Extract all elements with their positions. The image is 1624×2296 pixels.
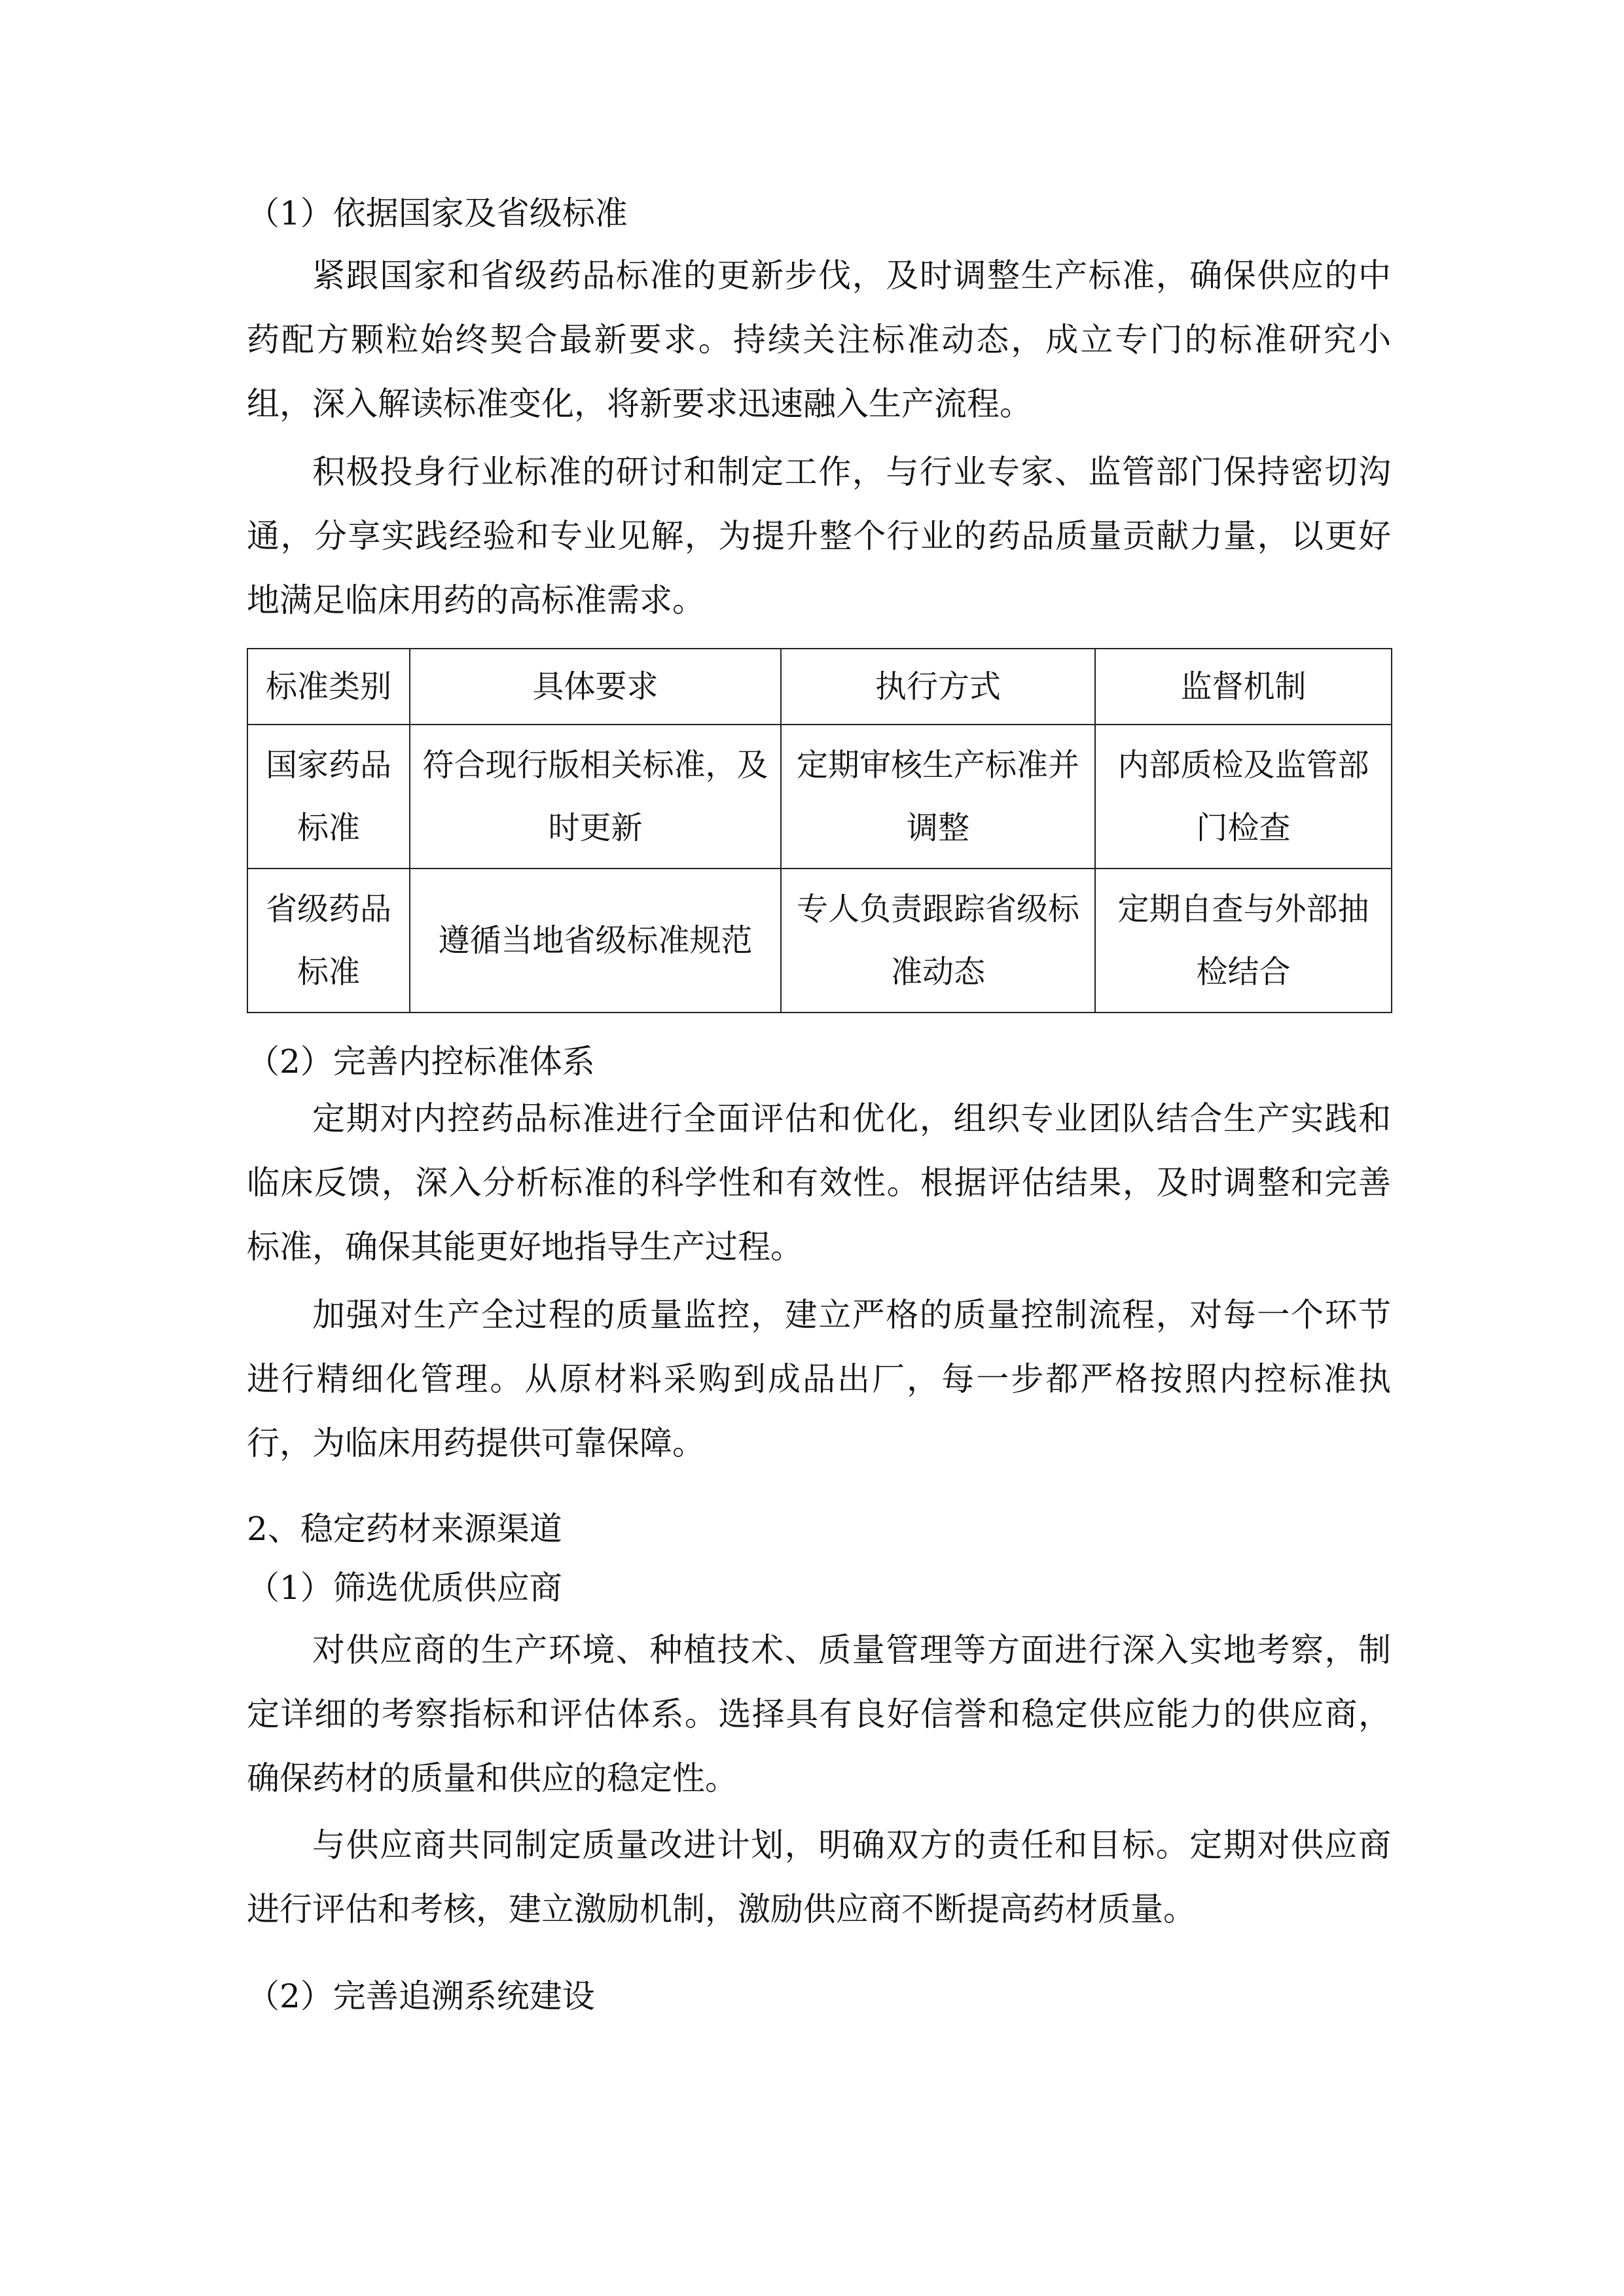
table-cell: 内部质检及监管部门检查 <box>1095 725 1392 869</box>
section-heading: （1）依据国家及省级标准 <box>247 194 628 232</box>
table-cell: 省级药品标准 <box>247 869 410 1013</box>
section-heading: （1）筛选优质供应商 <box>247 1569 562 1607</box>
paragraph: 对供应商的生产环境、种植技术、质量管理等方面进行深入实地考察，制定详细的考察指标和评估体系。选择具有良好信誉和稳定供应能力的供应商，确保药材的质量和供应的稳定性。 <box>247 1631 1391 1797</box>
table-header-cell: 监督机制 <box>1095 649 1392 725</box>
paragraph: 与供应商共同制定质量改进计划，明确双方的责任和目标。定期对供应商进行评估和考核，建立激励机制，激励供应商不断提高药材质量。 <box>247 1826 1391 1928</box>
section-heading: （2）完善内控标准体系 <box>247 1043 595 1081</box>
table-cell: 遵循当地省级标准规范 <box>410 869 781 1013</box>
table-cell: 定期审核生产标准并调整 <box>781 725 1095 869</box>
standards-table <box>247 648 1392 1013</box>
table-header-cell: 执行方式 <box>781 649 1095 725</box>
table-cell: 定期自查与外部抽检结合 <box>1095 869 1392 1013</box>
paragraph: 紧跟国家和省级药品标准的更新步伐，及时调整生产标准，确保供应的中药配方颗粒始终契合最新要求。持续关注标准动态，成立专门的标准研究小组，深入解读标准变化，将新要求迅速融入生产流程。 <box>247 257 1391 423</box>
chapter-heading: 2、稳定药材来源渠道 <box>247 1510 562 1548</box>
section-heading: （2）完善追溯系统建设 <box>247 1977 595 2015</box>
table-cell: 符合现行版相关标准，及时更新 <box>410 725 781 869</box>
table-cell: 国家药品标准 <box>247 725 410 869</box>
paragraph: 加强对生产全过程的质量监控，建立严格的质量控制流程，对每一个环节进行精细化管理。从原材料采购到成品出厂，每一步都严格按照内控标准执行，为临床用药提供可靠保障。 <box>247 1296 1391 1462</box>
table-header-row <box>247 649 1392 725</box>
table-row <box>247 869 1392 1013</box>
table-header-cell: 标准类别 <box>247 649 410 725</box>
table-header-cell: 具体要求 <box>410 649 781 725</box>
table-row <box>247 725 1392 869</box>
table-cell: 专人负责跟踪省级标准动态 <box>781 869 1095 1013</box>
paragraph: 积极投身行业标准的研讨和制定工作，与行业专家、监管部门保持密切沟通，分享实践经验和专业见解，为提升整个行业的药品质量贡献力量，以更好地满足临床用药的高标准需求。 <box>247 453 1391 619</box>
paragraph: 定期对内控药品标准进行全面评估和优化，组织专业团队结合生产实践和临床反馈，深入分析标准的科学性和有效性。根据评估结果，及时调整和完善标准，确保其能更好地指导生产过程。 <box>247 1100 1391 1266</box>
